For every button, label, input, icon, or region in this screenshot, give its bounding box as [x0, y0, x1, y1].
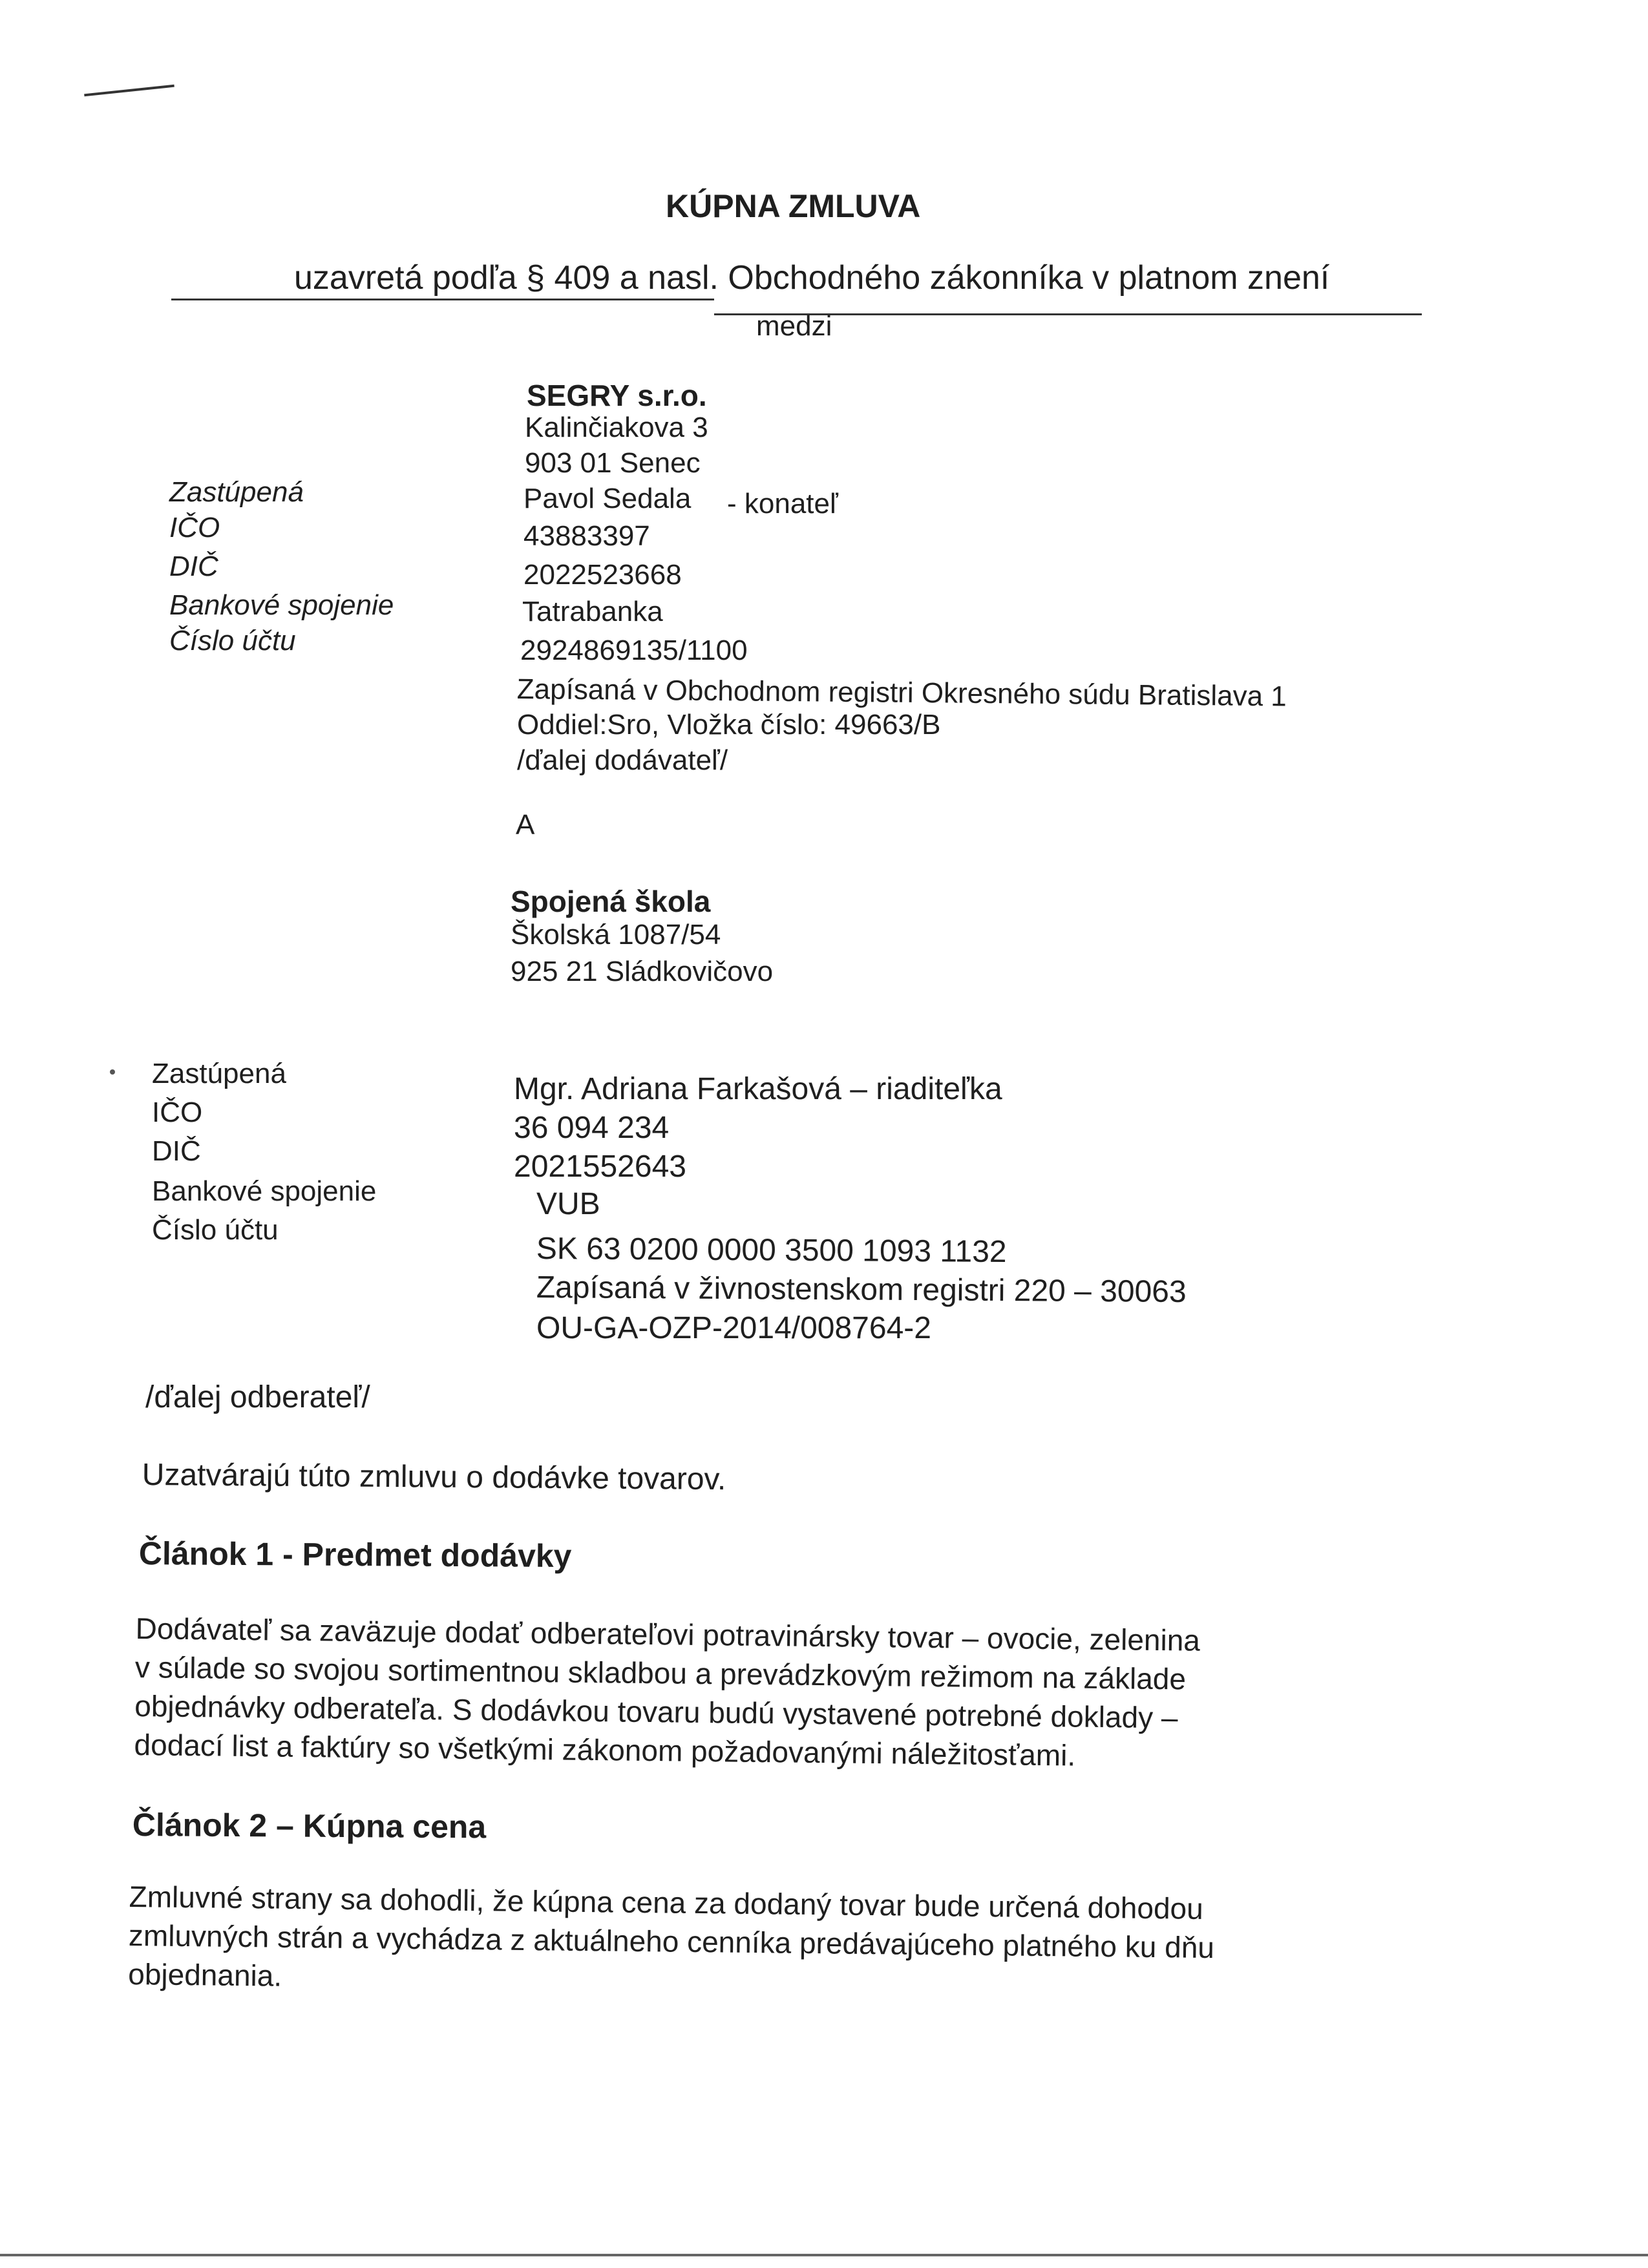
- contract-intro: Uzatvárajú túto zmluvu o dodávke tovarov.: [142, 1458, 726, 1497]
- article2-line: objednania.: [128, 1957, 282, 1993]
- article2-heading: Článok 2 – Kúpna cena: [132, 1807, 487, 1845]
- article1-heading: Článok 1 - Predmet dodávky: [138, 1535, 572, 1575]
- buyer-ico: 36 094 234: [514, 1111, 670, 1145]
- buyer-dic: 2021552643: [514, 1150, 686, 1184]
- scan-mark: [84, 85, 174, 97]
- article1-line: objednávky odberateľa. S dodávkou tovaru budú vystavené potrebné doklady –: [134, 1688, 1178, 1735]
- article1-line: dodací list a faktúry so všetkými zákonom požadovanými náležitosťami.: [134, 1727, 1076, 1772]
- supplier-dic: 2022523668: [523, 559, 682, 591]
- article1-paragraph: [134, 1609, 1200, 1776]
- article2-paragraph: [128, 1877, 1215, 2006]
- buyer-city: 925 21 Sládkovičovo: [511, 956, 774, 987]
- supplier-representative: Pavol Sedala: [523, 483, 692, 514]
- conjunction-and: A: [516, 809, 535, 841]
- document-subtitle: uzavretá podľa § 409 a nasl. Obchodného zákonníka v platnom znení: [294, 259, 1330, 297]
- article1-line: Dodávateľ sa zaväzuje dodať odberateľovi potravinársky tovar – ovocie, zelenina: [135, 1611, 1201, 1657]
- scan-edge-bottom: [0, 2254, 1648, 2256]
- bullet-mark: [110, 1069, 115, 1075]
- document-title: KÚPNA ZMLUVA: [666, 188, 921, 224]
- buyer-label-ico: IČO: [152, 1097, 203, 1128]
- supplier-label-bank: Bankové spojenie: [169, 589, 394, 621]
- buyer-name: Spojená škola: [511, 885, 711, 918]
- supplier-ico: 43883397: [523, 520, 650, 552]
- article1-line: v súlade so svojou sortimentnou skladbou a prevádzkovým režimom na základe: [134, 1650, 1187, 1696]
- buyer-label-zastupena: Zastúpená: [152, 1058, 286, 1089]
- buyer-bank: VUB: [536, 1187, 600, 1221]
- supplier-role: /ďalej dodávateľ/: [517, 744, 728, 776]
- supplier-label-dic: DIČ: [169, 551, 218, 582]
- buyer-label-dic: DIČ: [152, 1135, 201, 1167]
- supplier-name: SEGRY s.r.o.: [527, 379, 707, 412]
- buyer-representative: Mgr. Adriana Farkašová – riaditeľka: [514, 1072, 1002, 1106]
- supplier-rep-role: - konateľ: [727, 488, 838, 520]
- buyer-label-account: Číslo účtu: [152, 1214, 279, 1246]
- supplier-label-account: Číslo účtu: [169, 625, 296, 656]
- supplier-street: Kalinčiakova 3: [525, 412, 708, 443]
- buyer-registry-1: Zapísaná v živnostenskom registri 220 – 30063: [536, 1270, 1187, 1310]
- buyer-role: /ďalej odberateľ/: [145, 1380, 370, 1414]
- supplier-label-zastupena: Zastúpená: [169, 476, 304, 508]
- supplier-registry-1: Zapísaná v Obchodnom registri Okresného súdu Bratislava 1: [516, 673, 1287, 713]
- buyer-street: Školská 1087/54: [511, 919, 721, 950]
- subtitle-rule-left: [171, 299, 714, 300]
- medzi-label: medzi: [756, 310, 832, 342]
- supplier-label-ico: IČO: [169, 512, 220, 543]
- buyer-label-bank: Bankové spojenie: [152, 1175, 377, 1207]
- article2-line: zmluvných strán a vychádza z aktuálneho cenníka predávajúceho platného ku dňu: [128, 1918, 1215, 1965]
- buyer-registry-2: OU-GA-OZP-2014/008764-2: [536, 1311, 931, 1345]
- supplier-account: 2924869135/1100: [520, 635, 748, 666]
- supplier-city: 903 01 Senec: [525, 447, 701, 479]
- article2-line: Zmluvné strany sa dohodli, že kúpna cena za dodaný tovar bude určená dohodou: [129, 1879, 1204, 1926]
- supplier-bank: Tatrabanka: [522, 596, 663, 627]
- supplier-registry-2: Oddiel:Sro, Vložka číslo: 49663/B: [517, 709, 941, 740]
- buyer-account: SK 63 0200 0000 3500 1093 1132: [536, 1232, 1007, 1270]
